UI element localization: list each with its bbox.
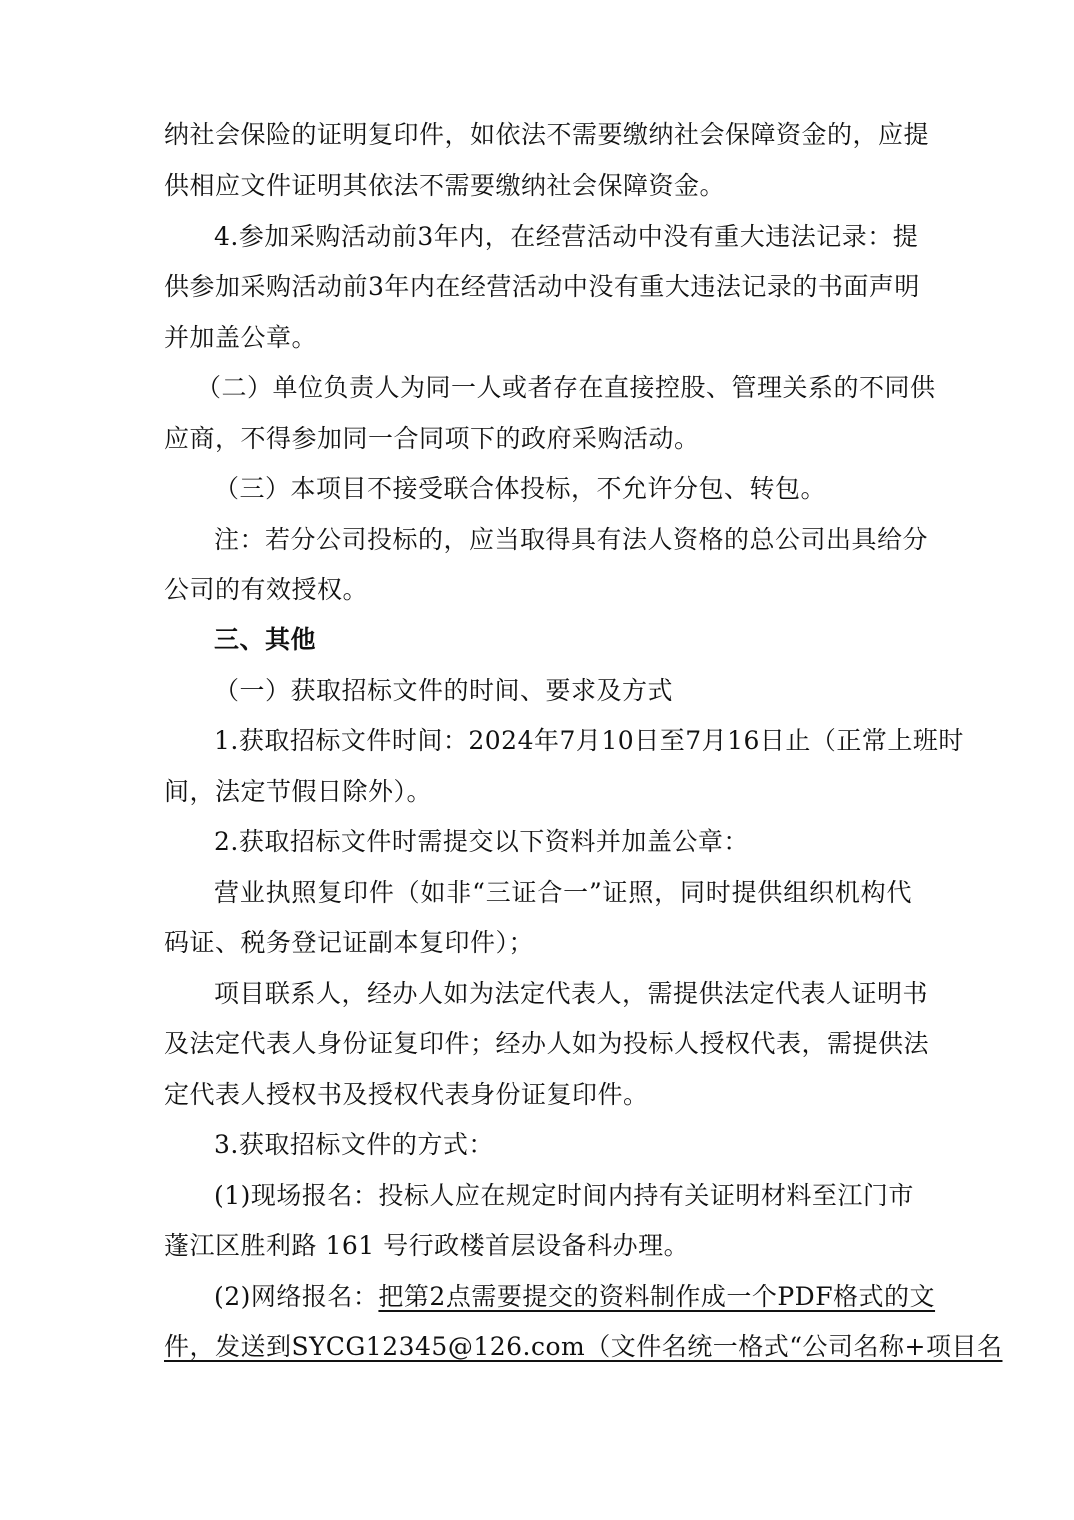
paragraph-line: 蓬江区胜利路 161 号行政楼首层设备科办理。 xyxy=(164,1231,690,1260)
note-line: 注：若分公司投标的，应当取得具有法人资格的总公司出具给分 xyxy=(214,525,929,554)
paragraph-line: （三）本项目不接受联合体投标，不允许分包、转包。 xyxy=(214,474,827,503)
paragraph-line: （二）单位负责人为同一人或者存在直接控股、管理关系的不同供 xyxy=(196,373,936,402)
section-heading: 三、其他 xyxy=(214,625,317,654)
paragraph-line: 定代表人授权书及授权代表身份证复印件。 xyxy=(164,1080,649,1109)
paragraph-line: 项目联系人，经办人如为法定代表人，需提供法定代表人证明书 xyxy=(214,979,929,1008)
paragraph-line: (1)现场报名：投标人应在规定时间内持有关证明材料至江门市 xyxy=(214,1181,914,1210)
note-line: 公司的有效授权。 xyxy=(164,575,369,604)
paragraph-line: 纳社会保险的证明复印件，如依法不需要缴纳社会保障资金的，应提 xyxy=(164,120,930,149)
subsection-heading: （一）获取招标文件的时间、要求及方式 xyxy=(214,676,674,705)
paragraph-line: 4.参加采购活动前3年内，在经营活动中没有重大违法记录：提 xyxy=(214,222,919,251)
paragraph-line: 供参加采购活动前3年内在经营活动中没有重大违法记录的书面声明 xyxy=(164,272,920,301)
paragraph-line: 码证、税务登记证副本复印件）； xyxy=(164,928,535,957)
paragraph-line: 3.获取招标文件的方式： xyxy=(214,1130,494,1159)
paragraph-line: 营业执照复印件（如非“三证合一”证照，同时提供组织机构代 xyxy=(214,878,912,907)
online-registration-label: (2)网络报名： xyxy=(214,1282,379,1311)
online-registration-instructions: 把第2点需要提交的资料制作成一个PDF格式的文 xyxy=(378,1282,936,1311)
paragraph-line: 供相应文件证明其依法不需要缴纳社会保障资金。 xyxy=(164,171,726,200)
paragraph-line: 间，法定节假日除外）。 xyxy=(164,777,433,806)
paragraph-line: 1.获取招标文件时间：2024年7月10日至7月16日止（正常上班时 xyxy=(214,726,964,755)
paragraph-line: 及法定代表人身份证复印件；经办人如为投标人授权代表，需提供法 xyxy=(164,1029,930,1058)
online-registration-email-line: 件，发送到SYCG12345@126.com（文件名统一格式“公司名称+项目名 xyxy=(164,1332,1003,1361)
paragraph-line: 2.获取招标文件时需提交以下资料并加盖公章： xyxy=(214,827,749,856)
online-registration-line xyxy=(214,1280,936,1314)
paragraph-line: 应商，不得参加同一合同项下的政府采购活动。 xyxy=(164,424,700,453)
paragraph-line: 并加盖公章。 xyxy=(164,323,318,352)
